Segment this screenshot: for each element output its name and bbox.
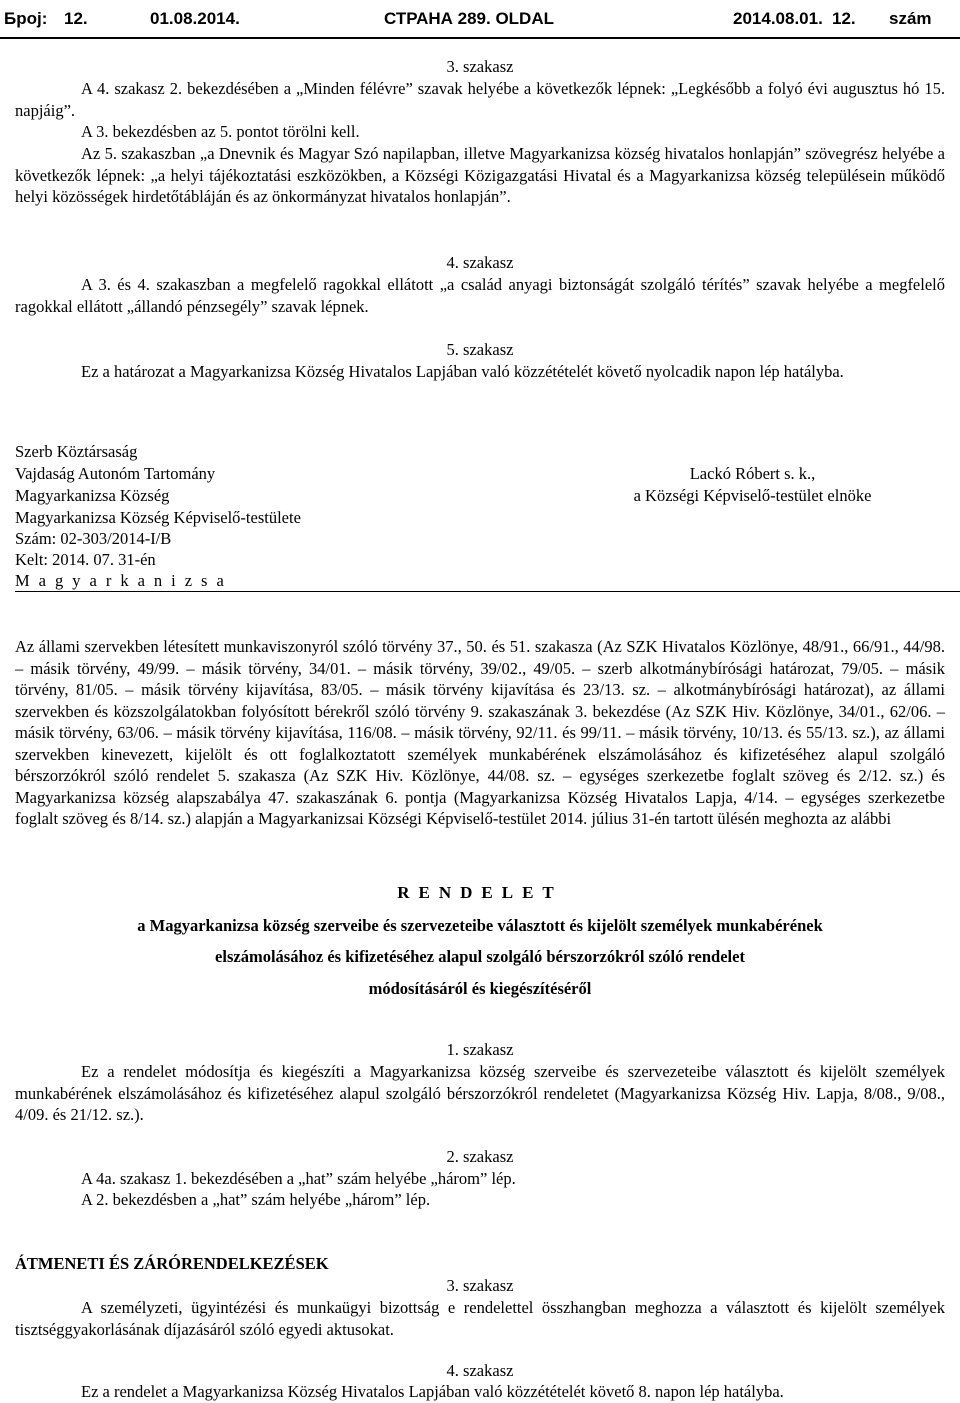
final-provisions-heading: ÁTMENETI ÉS ZÁRÓRENDELKEZÉSEK <box>15 1254 329 1273</box>
section-3-paragraph-1: A 4. szakasz 2. bekezdésében a „Minden félévre” szavak helyébe a következők lépnek: „Legkésőbb a folyó évi augusztus hó 15. napjáig”. <box>15 79 945 120</box>
section-5-title: 5. szakasz <box>446 340 514 359</box>
header-date-left: 01.08.2014. <box>150 9 240 28</box>
signature-place: Magyarkanizsa <box>15 571 233 590</box>
header-page-number: СТРАНА 289. OLDAL <box>384 9 554 28</box>
header-szam: szám <box>889 9 932 28</box>
preamble-paragraph: Az állami szervekben létesített munkaviszonyról szóló törvény 37., 50. és 51. szakasza (Az SZK Hivatalos Közlönye, 48/91., 66/91., 44/98. – másik törvény, 49/99. – másik törvény, 34/01. – másik törvény, 39/02., 49/05. – szerb alkotmánybírósági határozat, 79/05. – másik törvény, 81/05. – másik törvény kijavítása, 83/05. – másik törvény kijavítása és 23/13. sz. – alkotmánybírósági határozat), az állami szervekben és közszolgálatokban folyósított bérekről szóló törvény 9. szakaszának 3. bekezdése (Az SZK Hiv. Közlönye, 34/01., 62/06. – másik törvény, 63/06. – másik törvény kijavítása, 116/08. – másik törvény, 92/11. és 99/11. – másik törvény, 10/13. és 55/13. sz.), az állami szervekben kinevezett, kijelölt és ott foglalkoztatott személyek munkabérének elszámolásához és kifizetéséhez alapul szolgáló bérszorzókról szóló rendelet 5. szakasza (Az SZK Hiv. Közlönye, 44/08. sz. – egységes szerkezetbe foglalt szöveg és 2/12. sz.) és Magyarkanizsa község alapszabálya 47. szakaszának 6. pontja (Magyarkanizsa Község Hivatalos Lapja, 4/14. – egységes szerkezetbe foglalt szöveg és 8/14. sz.) alapján a Magyarkanizsai Községi Képviselő-testület 2014. július 31-én tartott ülésén meghozta az alábbi <box>15 637 945 828</box>
section-3-title: 3. szakasz <box>446 57 514 76</box>
section-3-paragraph-3: Az 5. szakaszban „a Dnevnik és Magyar Szó napilapban, illetve Magyarkanizsa község hivatalos honlapján” szövegrész helyébe a következők lépnek: „a helyi tájékoztatási eszközökben, a Községi Közigazgatási Hivatal és a Magyarkanizsa község településein működő helyi közösségek hirdetőtábláján és az önkormányzat hivatalos honlapján”. <box>15 144 945 206</box>
signatory-role: a Községi Képviselő-testület elnöke <box>633 486 872 505</box>
article-4-title: 4. szakasz <box>446 1361 514 1380</box>
header-issue-number-left: 12. <box>64 9 88 28</box>
article-1-paragraph: Ez a rendelet módosítja és kiegészíti a Magyarkanizsa község szerveibe és szervezeteibe választott és kijelölt személyek munkabérének elszámolásához és kifizetéséhez alapul szolgáló bérszorzókról rendeletet (Magyarkanizsa Község Hiv. Lapja, 8/08., 9/08., 4/09. és 21/12. sz.). <box>15 1062 945 1124</box>
article-2-paragraph-2: A 2. bekezdésben a „hat” szám helyébe „három” lép. <box>81 1190 431 1209</box>
decree-title: RENDELET <box>397 883 563 902</box>
decree-subtitle-3: módosításáról és kiegészítéséről <box>368 979 592 998</box>
header-broj: Број: <box>4 9 48 28</box>
section-4-title: 4. szakasz <box>446 253 514 272</box>
signatory-name: Lackó Róbert s. k., <box>689 464 816 483</box>
article-3-title: 3. szakasz <box>446 1276 514 1295</box>
article-1-title: 1. szakasz <box>446 1040 514 1059</box>
separator-rule <box>15 591 960 592</box>
header-date-right: 2014.08.01. <box>733 9 823 28</box>
article-2-title: 2. szakasz <box>446 1147 514 1166</box>
signature-municipality: Magyarkanizsa Község <box>15 486 170 505</box>
section-5-paragraph: Ez a határozat a Magyarkanizsa Község Hivatalos Lapjában való közzétételét követő nyolcadik napon lép hatályba. <box>81 362 844 381</box>
header-rule <box>0 37 960 39</box>
article-4-paragraph: Ez a rendelet a Magyarkanizsa Község Hivatalos Lapjában való közzétételét követő 8. napon lép hatályba. <box>81 1382 784 1401</box>
page-header <box>0 0 960 38</box>
article-2-paragraph-1: A 4a. szakasz 1. bekezdésében a „hat” szám helyébe „három” lép. <box>81 1169 516 1188</box>
signature-assembly: Magyarkanizsa Község Képviselő-testülete <box>15 508 301 527</box>
decree-subtitle-1: a Magyarkanizsa község szerveibe és szervezeteibe választott és kijelölt személyek munkabérének <box>137 916 823 935</box>
section-4-paragraph: A 3. és 4. szakaszban a megfelelő ragokkal ellátott „a család anyagi biztonságát szolgáló térítés” szavak helyébe a megfelelő ragokkal ellátott „állandó pénzsegély” szavak lépnek. <box>15 275 945 316</box>
header-issue-number-right: 12. <box>832 9 856 28</box>
decree-subtitle-2: elszámolásához és kifizetéséhez alapul szolgáló bérszorzókról szóló rendelet <box>215 947 745 966</box>
signature-date: Kelt: 2014. 07. 31-én <box>15 550 156 569</box>
signature-number: Szám: 02-303/2014-I/B <box>15 529 172 548</box>
signature-province: Vajdaság Autonóm Tartomány <box>15 464 216 483</box>
signature-country: Szerb Köztársaság <box>15 442 138 461</box>
section-3-paragraph-2: A 3. bekezdésben az 5. pontot törölni kell. <box>81 122 360 141</box>
article-3-paragraph: A személyzeti, ügyintézési és munkaügyi bizottság e rendelettel összhangban meghozza a választott és kijelölt személyek tisztséggyakorlásának díjazásáról szóló egyedi aktusokat. <box>15 1298 945 1339</box>
